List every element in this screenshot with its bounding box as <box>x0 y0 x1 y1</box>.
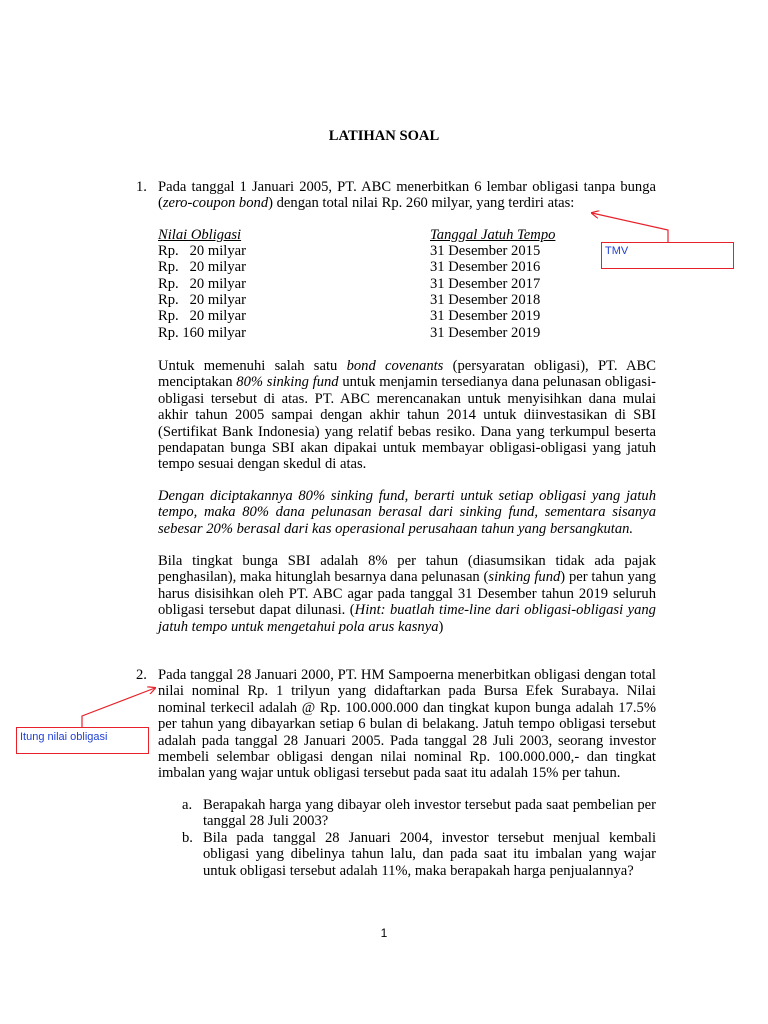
itung-arrow <box>82 688 155 727</box>
item-text: Berapakah harga yang dibayar oleh investor tersebut pada saat pembelian per tanggal 28 Juli 2003? <box>203 797 656 830</box>
bond-value: Rp. 160 milyar <box>158 325 246 341</box>
bond-date: 31 Desember 2016 <box>430 259 541 275</box>
q1-intro-text-a: Pada tanggal 1 Januari 2005, PT. ABC menerbitkan 6 lembar obligasi tanpa bunga ( <box>158 179 656 212</box>
q1-p2-emphasis-2: 80% sinking fund <box>236 374 339 391</box>
col-header-value: Nilai Obligasi <box>158 227 242 243</box>
q1-p2-emphasis-1: bond covenants <box>346 358 444 374</box>
bond-value: Rp. 20 milyar <box>158 243 246 259</box>
bond-date: 31 Desember 2019 <box>430 308 541 324</box>
tmv-annotation-label: TMV <box>605 245 629 257</box>
page-number: 1 <box>380 926 388 940</box>
bond-date: 31 Desember 2018 <box>430 292 541 308</box>
q1-intro-text-b: ) dengan total nilai Rp. 260 milyar, yang terdiri atas: <box>268 195 575 212</box>
q1-p4-emphasis-1: sinking fund <box>488 569 561 586</box>
q1-p2-text-b: (persyaratan obligasi), PT. ABC menciptakan <box>158 358 656 391</box>
tmv-arrow <box>592 213 668 242</box>
bond-date: 31 Desember 2019 <box>430 325 541 341</box>
bond-value: Rp. 20 milyar <box>158 308 246 324</box>
q1-p4-text-b: ) per tahun yang harus disisihkan oleh PT. ABC agar pada tanggal 31 Desember tahun 2019 seluruh obligasi tersebut dapat dilunasi. ( <box>158 569 656 619</box>
item-text: Bila pada tanggal 28 Januari 2004, investor tersebut menjual kembali obligasi yang dibelinya tahun lalu, dan pada saat itu imbalan yang wajar untuk obligasi tersebut adalah 11%, maka berapakah harga penjualannya? <box>203 830 656 879</box>
bond-date: 31 Desember 2015 <box>430 243 541 259</box>
question-1-paragraph-sinking-fund: Dengan diciptakannya 80% sinking fund, berarti untuk setiap obligasi yang jatuh tempo, maka 80% dana pelunasan berasal dari sinking fund, sementara sisanya sebesar 20% berasal dari kas operasional perusahaan tahun yang bersangkutan. <box>158 488 656 537</box>
item-letter: a. <box>182 797 193 813</box>
itung-annotation-label: Itung nilai obligasi <box>20 731 108 743</box>
col-header-date: Tanggal Jatuh Tempo <box>430 227 556 243</box>
q1-intro-emphasis: zero-coupon bond <box>162 195 269 212</box>
bond-value: Rp. 20 milyar <box>158 259 246 275</box>
item-letter: b. <box>182 830 193 846</box>
q1-p4-text-a: Bila tingkat bunga SBI adalah 8% per tahun (diasumsikan tidak ada pajak penghasilan), maka hitunglah besarnya dana pelunasan ( <box>158 553 656 586</box>
page-title: LATIHAN SOAL <box>328 128 440 144</box>
question-2-number: 2. <box>136 667 147 683</box>
question-2-body: Pada tanggal 28 Januari 2000, PT. HM Sampoerna menerbitkan obligasi dengan total nilai nominal Rp. 1 trilyun yang didaftarkan pada Bursa Efek Surabaya. Nilai nominal terkecil adalah @ Rp. 100.000.000 dan tingkat kupon bunga adalah 17.5% per tahun yang dibayarkan setiap 6 bulan di belakang. Jatuh tempo obligasi tersebut adalah pada tanggal 28 Januari 2005. Pada tanggal 28 Juli 2003, seorang investor membeli selembar obligasi dengan nilai nominal Rp. 100.000.000,- dan tingkat imbalan yang wajar untuk obligasi tersebut pada saat itu adalah 15% per tahun. <box>158 667 656 782</box>
q1-p4-text-c: ) <box>438 618 444 635</box>
bond-value: Rp. 20 milyar <box>158 276 246 292</box>
bond-value: Rp. 20 milyar <box>158 292 246 308</box>
q1-p2-text-a: Untuk memenuhi salah satu <box>158 358 347 374</box>
question-1-number: 1. <box>136 179 147 195</box>
q1-p2-text-c: untuk menjamin tersedianya dana pelunasan obligasi-obligasi tersebut di atas. PT. ABC merencanakan untuk menyisihkan dana mulai akhir tahun 2005 sampai dengan akhir tahun 2014 untuk diinvestasikan di SBI (Sertifikat Bank Indonesia) yang relatif bebas resiko. Dana yang terkumpul beserta pendapatan bunga SBI akan dipakai untuk membayar obligasi-obligasi yang jatuh tempo sesuai dengan skedul di atas. <box>158 374 656 473</box>
q1-p4-hint: Hint: buatlah time-line dari obligasi-obligasi yang jatuh tempo untuk mengetahui pola arus kasnya <box>158 602 656 635</box>
bond-date: 31 Desember 2017 <box>430 276 541 292</box>
